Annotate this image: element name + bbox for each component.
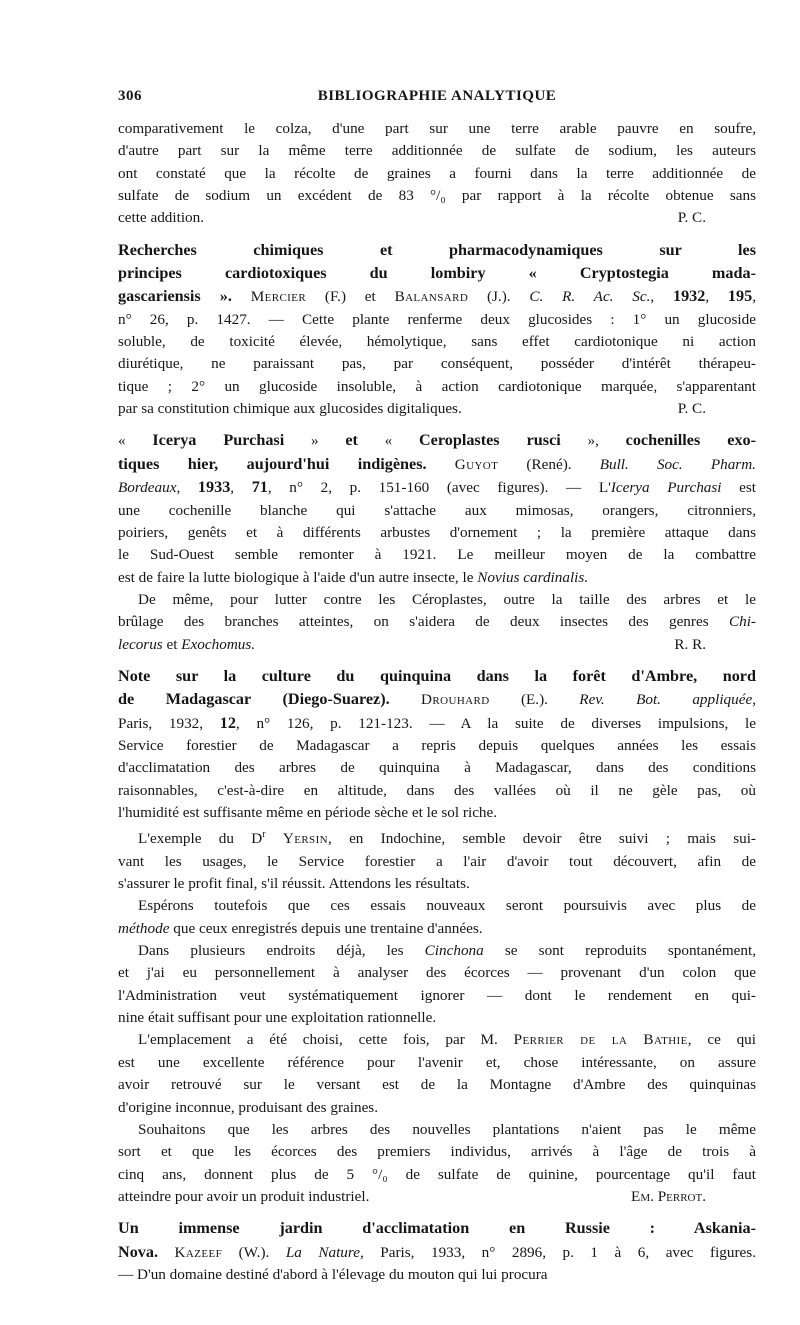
text-line [118, 429, 756, 452]
text-run: nine était suffisant pour une exploitation rationnelle. [118, 1009, 437, 1027]
text-run [390, 691, 421, 708]
text-run: le Sud-Ouest semble remonter à 1921. Le meilleur moyen de la combattre [118, 546, 756, 564]
author-name: Kazeef [174, 1243, 223, 1261]
text-line [118, 735, 756, 757]
text-run [232, 288, 251, 305]
entry-spacer [118, 1208, 756, 1217]
text-line [118, 962, 756, 984]
text-run: (W.). [222, 1243, 286, 1261]
text-line [118, 824, 756, 850]
text-line [118, 398, 756, 420]
text-run: se sont reproduits spontanément, [483, 942, 757, 960]
text-line [118, 665, 756, 688]
page-number: 306 [118, 88, 142, 104]
text-line [118, 1097, 756, 1119]
text-run [427, 456, 455, 473]
entry-title-run: et [345, 431, 358, 450]
text-line [118, 544, 756, 566]
entry-title-run: gascariensis ». [118, 287, 232, 306]
running-title: BIBLIOGRAPHIE ANALYTIQUE [317, 88, 557, 104]
text-run: Souhaitons que les arbres des nouvelles plantations n'aient pas le même [138, 1120, 756, 1138]
entry-title-run: Recherches chimiques et pharmacodynamiques sur les [118, 240, 756, 259]
text-line [118, 873, 756, 895]
italic-run: Exochomus. [181, 635, 256, 653]
entry-title-run: principes cardiotoxiques du lombiry « Cryptostegia mada- [118, 264, 756, 283]
text-run: l'humidité est suffisante même en période sèche et le sol riche. [118, 803, 498, 821]
author-name: Perrier de la Bathie [513, 1031, 688, 1049]
text-run: , [752, 288, 756, 306]
entry-title-run: 1933 [197, 478, 231, 497]
text-line [118, 634, 756, 656]
text-line [118, 1217, 756, 1240]
italic-run: La Nature, [285, 1243, 364, 1261]
text-run: De même, pour lutter contre les Céroplastes, outre la taille des arbres et le [138, 590, 756, 608]
text-run: et j'ai eu personnellement à analyser des écorces — provenant d'un colon que [118, 964, 756, 982]
text-line [118, 522, 756, 544]
text-line [118, 918, 756, 940]
author-name: Guyot [454, 455, 499, 473]
italic-run: Cinchona [424, 942, 484, 960]
text-run: », [560, 432, 626, 450]
italic-run: Novius cardinalis. [477, 568, 589, 586]
text-line [118, 611, 756, 633]
entry-title-run: 195 [727, 287, 753, 306]
text-run: — D'un domaine destiné d'abord à l'élevage du mouton qui lui procura [118, 1265, 548, 1283]
superscript: r [262, 829, 266, 841]
text-line [118, 185, 756, 207]
author-name: Yersin [282, 830, 328, 848]
text-line [118, 163, 756, 185]
text-run: (René). [498, 455, 600, 473]
text-line [118, 262, 756, 285]
text-run: « [118, 432, 153, 450]
entry-signature: Em. Perrot. [631, 1187, 706, 1205]
text-run: soluble, de toxicité élevée, hémolytique, sans effet cardiotonique ni action [118, 333, 756, 351]
text-line [118, 1052, 756, 1074]
text-line [118, 285, 756, 308]
entry-title-run: Note sur la culture du quinquina dans la forêt d'Ambre, nord [118, 666, 756, 685]
text-run: sulfate de sodium un excédent de 83 °/₀ par rapport à la récolte obtenue sans [118, 187, 756, 205]
text-run: avoir retrouvé sur le versant est de la Montagne d'Ambre des quinquinas [118, 1076, 756, 1094]
text-line [118, 118, 756, 140]
text-run: , [230, 479, 252, 497]
text-line [118, 309, 756, 331]
text-line [118, 780, 756, 802]
text-run: d'origine inconnue, produisant des graines. [118, 1098, 379, 1116]
text-run: sort et que les écorces des premiers individus, arrivés à l'âge de trois à [118, 1143, 756, 1161]
text-line [118, 1119, 756, 1141]
entry-title-run: tiques hier, aujourd'hui indigènes. [118, 454, 427, 473]
text-run: diurétique, ne paraissant pas, par conséquent, posséder d'intérêt thérapeu- [118, 355, 756, 373]
text-run: , n° 2, p. 151-160 (avec figures). — L' [267, 479, 611, 497]
entry-title-run: Nova. [118, 1242, 159, 1261]
text-run: L'emplacement a été choisi, cette fois, par M. [138, 1031, 514, 1049]
text-run: est de faire la lutte biologique à l'aide d'un autre insecte, le [118, 568, 478, 586]
text-line [118, 331, 756, 353]
text-run: vant les usages, le Service forestier a l'air d'avoir tout découvert, afin de [118, 852, 756, 870]
text-line [118, 353, 756, 375]
text-line [118, 1141, 756, 1163]
entry-title-run: cochenilles exo- [625, 431, 757, 450]
text-run: « [357, 432, 419, 450]
text-run: poiriers, genêts et à différents arbustes d'ornement ; la première attaque dans [118, 523, 756, 541]
text-run: d'acclimatation des arbres de quinquina à Madagascar, dans des conditions [118, 759, 756, 777]
text-line [118, 476, 756, 499]
text-line [118, 757, 756, 779]
text-run [180, 479, 198, 496]
italic-run: Bordeaux, [118, 479, 181, 497]
author-name: Drouhard [421, 691, 490, 709]
text-run: Paris, 1933, n° 2896, p. 1 à 6, avec figures. [363, 1243, 756, 1261]
text-line [118, 1186, 756, 1208]
text-run: , [650, 288, 673, 306]
italic-run: C. R. Ac. Sc. [529, 288, 651, 306]
entry-title-run: Icerya Purchasi [152, 431, 285, 450]
page-header [118, 88, 756, 108]
text-line [118, 376, 756, 398]
text-run: Dans plusieurs endroits déjà, les [138, 942, 425, 960]
text-run: que ceux enregistrés depuis une trentaine d'années. [169, 919, 483, 937]
text-run: , en Indochine, semble devoir être suivi ; mais sui- [327, 830, 756, 848]
entry-signature: P. C. [677, 400, 706, 418]
text-line [118, 589, 756, 611]
entry-title-run: Un immense jardin d'acclimatation en Russie : Askania- [118, 1219, 756, 1238]
italic-run: Rev. Bot. appliquée, [579, 691, 757, 709]
text-line [118, 453, 756, 476]
italic-run: lecorus [118, 635, 163, 653]
text-run: est une excellente référence pour l'avenir et, chose intéressante, on assure [118, 1053, 756, 1071]
text-run: cinq ans, donnent plus de 5 °/₀ de sulfate de quinine, pourcentage qu'il faut [118, 1165, 756, 1183]
text-run: par sa constitution chimique aux glucosides digitaliques. [118, 400, 462, 418]
text-run: s'assurer le profit final, s'il réussit. Attendons les résultats. [118, 875, 470, 893]
text-line [118, 1241, 756, 1264]
text-line [118, 985, 756, 1007]
text-run: , ce qui [687, 1031, 756, 1049]
text-run: raisonnables, c'est-à-dire en altitude, dans des vallées où il ne gèle pas, où [118, 781, 756, 799]
text-line [118, 802, 756, 824]
italic-run: méthode [118, 919, 170, 937]
text-run: , n° 126, p. 121-123. — A la suite de diverses impulsions, le [235, 714, 757, 732]
text-run [158, 1244, 175, 1261]
text-line [118, 1164, 756, 1186]
text-run: une cochenille blanche qui s'attache aux mimosas, orangers, citronniers, [118, 501, 756, 519]
text-run: n° 26, p. 1427. — Cette plante renferme deux glucosides : 1° un glucoside [118, 310, 756, 328]
text-run [266, 830, 283, 847]
text-line [118, 1264, 756, 1286]
italic-run: Icerya Purchasi [610, 479, 722, 497]
text-line [118, 1029, 756, 1051]
text-run: cette addition. [118, 209, 205, 227]
text-run: L'exemple du D [138, 830, 263, 848]
entry-signature: P. C. [677, 209, 706, 227]
entry-title-run: de Madagascar (Diego-Suarez). [118, 690, 390, 709]
text-run: » [284, 432, 346, 450]
entry-signature: R. R. [674, 635, 706, 653]
text-run: Paris, 1932, [118, 714, 220, 732]
text-line [118, 851, 756, 873]
text-run: l'Administration veut systématiquement ignorer — dont le rendement en qui- [118, 986, 756, 1004]
author-name: Mercier [250, 288, 307, 306]
author-name: Balansard [394, 288, 469, 306]
text-run: (E.). [489, 691, 580, 709]
text-run: Espérons toutefois que ces essais nouveaux seront poursuivis avec plus de [138, 897, 756, 915]
text-run: brûlage des branches atteintes, on s'aidera de deux insectes des genres [118, 613, 729, 631]
text-run: ont constaté que la récolte de graines a fourni dans la terre additionnée de [118, 164, 756, 182]
text-line [118, 140, 756, 162]
text-run: atteindre pour avoir un produit industriel. [118, 1187, 370, 1205]
text-line [118, 895, 756, 917]
text-run: (J.). [468, 288, 530, 306]
entry-title-run: 12 [219, 713, 236, 732]
article-body [118, 118, 756, 1286]
entry-spacer [118, 230, 756, 239]
text-line [118, 940, 756, 962]
entry-spacer [118, 656, 756, 665]
text-run: tique ; 2° un glucoside insoluble, à action cardiotonique marquée, s'apparentant [118, 377, 756, 395]
entry-title-run: 1932 [672, 287, 706, 306]
text-run: et [162, 635, 182, 653]
text-run: , [705, 288, 728, 306]
entry-spacer [118, 420, 756, 429]
text-run: Service forestier de Madagascar a repris depuis quelques années les essais [118, 736, 756, 754]
text-line [118, 1007, 756, 1029]
text-run: est [721, 479, 757, 497]
entry-title-run: 71 [251, 478, 268, 497]
italic-run: Bull. Soc. Pharm. [599, 455, 756, 473]
text-line [118, 239, 756, 262]
text-line [118, 1074, 756, 1096]
text-line [118, 688, 756, 711]
text-line [118, 500, 756, 522]
text-line [118, 712, 756, 735]
entry-title-run: Ceroplastes rusci [418, 431, 561, 450]
text-run: (F.) et [306, 288, 395, 306]
text-line [118, 567, 756, 589]
italic-run: Chi- [728, 613, 756, 631]
text-run: d'autre part sur la même terre additionnée de sulfate de sodium, les auteurs [118, 142, 756, 160]
text-run: comparativement le colza, d'une part sur une terre arable pauvre en soufre, [118, 120, 756, 137]
text-line [118, 207, 756, 229]
